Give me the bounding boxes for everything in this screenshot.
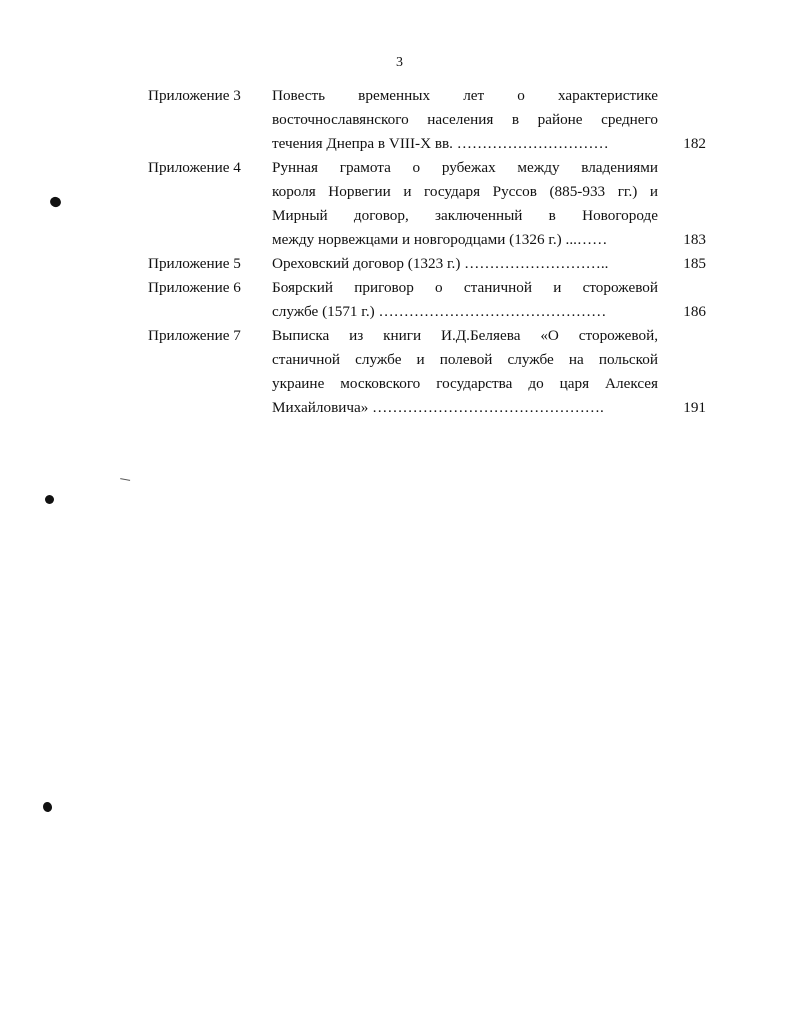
- entry-label: Приложение 5: [148, 255, 241, 272]
- entry-title-line: Рунная грамота о рубежах между владениями: [272, 159, 658, 176]
- entry-title-line: Мирный договор, заключенный в Новогороде: [272, 207, 658, 224]
- entry-title-line: Выписка из книги И.Д.Беляева «О сторожевой,: [272, 327, 658, 344]
- entry-label: Приложение 6: [148, 279, 241, 296]
- entry-page-number: 183: [683, 231, 706, 248]
- entry-label: Приложение 4: [148, 159, 241, 176]
- entry-page-number: 182: [683, 135, 706, 152]
- entry-title-line: украине московского государства до царя Алексея: [272, 375, 658, 392]
- entry-title-line: восточнославянского населения в районе среднего: [272, 111, 658, 128]
- entry-title: [272, 84, 658, 156]
- table-of-contents: [148, 84, 708, 420]
- entry-page-number: 186: [683, 303, 706, 320]
- entry-title-line: короля Норвегии и государя Руссов (885-933 гг.) и: [272, 183, 658, 200]
- toc-entry-appendix-4: [148, 156, 708, 252]
- entry-title-line: между норвежцами и новгородцами (1326 г.) ...……: [272, 231, 608, 248]
- toc-entry-appendix-3: [148, 84, 708, 156]
- entry-title: [272, 324, 658, 420]
- page-number: 3: [396, 55, 403, 70]
- toc-entry-appendix-5: [148, 252, 708, 276]
- entry-title-line: Повесть временных лет о характеристике: [272, 87, 658, 104]
- entry-page-number: 191: [683, 399, 706, 416]
- entry-label: Приложение 3: [148, 87, 241, 104]
- scan-spot: [49, 195, 63, 208]
- toc-entry-appendix-6: [148, 276, 708, 324]
- entry-title-line: Боярский приговор о станичной и сторожевой: [272, 279, 658, 296]
- entry-label: Приложение 7: [148, 327, 241, 344]
- entry-title-line: течения Днепра в VIII-X вв. …………………………: [272, 135, 609, 152]
- entry-title: [272, 252, 658, 276]
- entry-title: [272, 276, 658, 324]
- scan-spot: [42, 801, 53, 813]
- entry-page-number: 185: [683, 255, 706, 272]
- entry-title-line: Михайловича» ……………………………………….: [272, 399, 604, 416]
- toc-entry-appendix-7: [148, 324, 708, 420]
- scan-mark: [120, 478, 130, 483]
- entry-title-line: Ореховский договор (1323 г.) ………………………..: [272, 255, 609, 272]
- entry-title-line: станичной службе и полевой службе на польской: [272, 351, 658, 368]
- entry-title-line: службе (1571 г.) ………………………………………: [272, 303, 607, 320]
- scan-spot: [45, 495, 54, 504]
- entry-title: [272, 156, 658, 252]
